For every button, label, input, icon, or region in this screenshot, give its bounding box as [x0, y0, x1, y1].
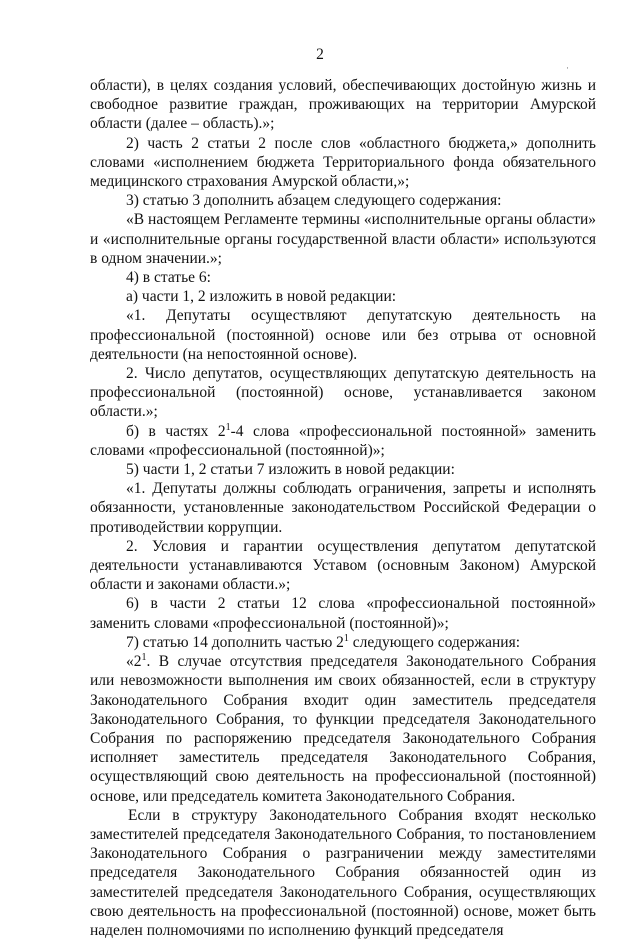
- paragraph-text: «2: [126, 653, 142, 671]
- paragraph-text: б) в частях 2: [126, 422, 226, 440]
- superscript: 1: [141, 651, 147, 663]
- paragraph: 3) статью 3 дополнить абзацем следующего содержания:: [126, 192, 502, 210]
- paragraph: 2. Число депутатов, осуществляющих депутатскую деятельность на профессиональной (постоянной) основе, устанавливается законом области.»;: [90, 365, 596, 421]
- paragraph: 2. Условия и гарантии осуществления депутатом депутатской деятельности устанавливаются Уставом (основным Законом) Амурской области и законами области.»;: [90, 537, 596, 594]
- paragraph: 2) часть 2 статьи 2 после слов «областного бюджета,» дополнить словами «исполнением бюджета Территориального фонда обязательного медицинского страхования Амурской области,»;: [90, 134, 596, 191]
- superscript: 1: [343, 632, 349, 644]
- paragraph: области), в целях создания условий, обеспечивающих достойную жизнь и свободное развитие граждан, проживающих на территории Амурской области (далее – область).»;: [90, 77, 596, 133]
- paragraph: 6) в части 2 статьи 12 слова «профессиональной постоянной» заменить словами «профессиональной (постоянной)»;: [90, 595, 596, 632]
- paragraph-text: следующего содержания:: [348, 633, 521, 651]
- paragraph: Если в структуру Законодательного Собрания входят несколько заместителей председателя Законодательного Собрания, то постановлением Законодательного Собрания о разграничении между заместителями председателя Законодательного Собрания обязанностей один из заместителей председателя Законодательного Собрания, осуществляющих свою деятельность на профессиональной (постоянной) основе, может быть наделен полномочиями по исполнению функций председателя: [90, 806, 596, 939]
- page-number: 2: [316, 46, 324, 63]
- paragraph: [90, 652, 596, 806]
- superscript: 1: [225, 421, 231, 433]
- paragraph: а) части 1, 2 изложить в новой редакции:: [126, 288, 397, 306]
- document-body: [90, 76, 596, 940]
- paragraph-text: . В случае отсутствия председателя Законодательного Собрания или невозможности выполнения им своих обязанностей, если в структуру Законодательного Собрания входит один заместитель председателя Законодательного Собрания, то функции председателя Законодательного Собрания по распоряжению председателя Законодательного Собрания исполняет заместитель председателя Законодательного Собрания, осуществляющий свою деятельность на профессиональной (постоянной) основе, или председатель комитета Законодательного Собрания.: [90, 653, 596, 805]
- paragraph: «1. Депутаты должны соблюдать ограничения, запреты и исполнять обязанности, установленные законодательством Российской Федерации о противодействии коррупции.: [90, 480, 596, 536]
- scan-speck: ·: [566, 63, 569, 73]
- paragraph-text: 7) статью 14 дополнить частью 2: [126, 633, 344, 651]
- paragraph: 5) части 1, 2 статьи 7 изложить в новой редакции:: [126, 461, 455, 479]
- paragraph: [90, 422, 596, 460]
- paragraph: 4) в статье 6:: [126, 269, 211, 287]
- paragraph: «В настоящем Регламенте термины «исполнительные органы области» и «исполнительные органы государственной власти области» используются в одном значении.»;: [90, 211, 596, 267]
- paragraph: «1. Депутаты осуществляют депутатскую деятельность на профессиональной (постоянной) основе или без отрыва от основной деятельности (на непостоянной основе).: [90, 307, 596, 363]
- paragraph-text: -4 слова «профессиональной постоянной» заменить словами «профессиональной (постоянной)»;: [90, 422, 597, 459]
- paragraph: [90, 633, 596, 652]
